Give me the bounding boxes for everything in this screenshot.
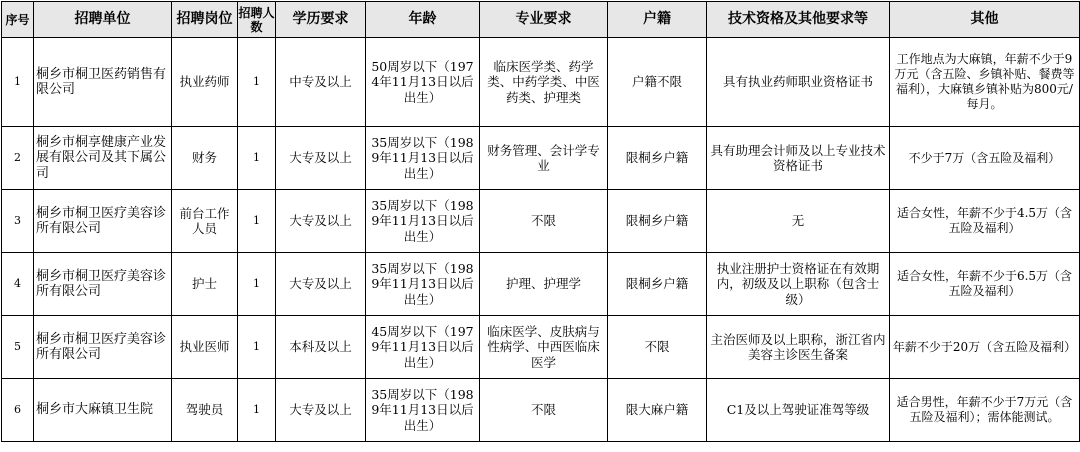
cell-count: 1 xyxy=(238,379,276,442)
header-major: 专业要求 xyxy=(480,2,608,38)
cell-hukou: 限桐乡户籍 xyxy=(608,253,707,316)
cell-hukou: 限桐乡户籍 xyxy=(608,190,707,253)
cell-hukou: 限大麻户籍 xyxy=(608,379,707,442)
cell-age: 35周岁以下（1989年11月13日以后出生） xyxy=(366,253,480,316)
cell-unit: 桐乡市桐卫医疗美容诊所有限公司 xyxy=(34,190,172,253)
cell-count: 1 xyxy=(238,316,276,379)
header-age: 年龄 xyxy=(366,2,480,38)
cell-seq: 4 xyxy=(2,253,34,316)
cell-education: 大专及以上 xyxy=(276,127,366,190)
cell-other: 适合女性，年薪不少于6.5万（含五险及福利） xyxy=(890,253,1080,316)
cell-unit: 桐乡市桐享健康产业发展有限公司及其下属公司 xyxy=(34,127,172,190)
cell-major: 不限 xyxy=(480,190,608,253)
cell-major: 财务管理、会计学专业 xyxy=(480,127,608,190)
cell-education: 中专及以上 xyxy=(276,38,366,127)
cell-unit: 桐乡市桐卫医疗美容诊所有限公司 xyxy=(34,253,172,316)
cell-seq: 2 xyxy=(2,127,34,190)
cell-position: 财务 xyxy=(172,127,238,190)
header-qualification: 技术资格及其他要求等 xyxy=(707,2,890,38)
header-education: 学历要求 xyxy=(276,2,366,38)
recruitment-table xyxy=(1,1,1080,442)
cell-seq: 3 xyxy=(2,190,34,253)
cell-hukou: 限桐乡户籍 xyxy=(608,127,707,190)
table-row xyxy=(2,253,1080,316)
cell-qualification: 具有助理会计师及以上专业技术资格证书 xyxy=(707,127,890,190)
cell-unit: 桐乡市大麻镇卫生院 xyxy=(34,379,172,442)
cell-hukou: 户籍不限 xyxy=(608,38,707,127)
cell-education: 本科及以上 xyxy=(276,316,366,379)
cell-age: 35周岁以下（1989年11月13日以后出生） xyxy=(366,190,480,253)
cell-education: 大专及以上 xyxy=(276,190,366,253)
cell-age: 35周岁以下（1989年11月13日以后出生） xyxy=(366,127,480,190)
table-row xyxy=(2,38,1080,127)
header-unit: 招聘单位 xyxy=(34,2,172,38)
cell-unit: 桐乡市桐卫医药销售有限公司 xyxy=(34,38,172,127)
cell-other: 工作地点为大麻镇，年薪不少于9万元（含五险、乡镇补贴、餐费等福利），大麻镇乡镇补贴为800元/每月。 xyxy=(890,38,1080,127)
header-seq: 序号 xyxy=(2,2,34,38)
cell-other: 年薪不少于20万（含五险及福利） xyxy=(890,316,1080,379)
cell-major: 护理、护理学 xyxy=(480,253,608,316)
header-hukou: 户籍 xyxy=(608,2,707,38)
cell-seq: 6 xyxy=(2,379,34,442)
table-row xyxy=(2,127,1080,190)
cell-education: 大专及以上 xyxy=(276,379,366,442)
cell-age: 45周岁以下（1979年11月13日以后出生） xyxy=(366,316,480,379)
cell-qualification: 无 xyxy=(707,190,890,253)
cell-qualification: 具有执业药师职业资格证书 xyxy=(707,38,890,127)
cell-position: 执业医师 xyxy=(172,316,238,379)
cell-seq: 5 xyxy=(2,316,34,379)
cell-count: 1 xyxy=(238,38,276,127)
cell-hukou: 不限 xyxy=(608,316,707,379)
cell-count: 1 xyxy=(238,127,276,190)
table-row xyxy=(2,316,1080,379)
cell-unit: 桐乡市桐卫医疗美容诊所有限公司 xyxy=(34,316,172,379)
cell-position: 执业药师 xyxy=(172,38,238,127)
cell-seq: 1 xyxy=(2,38,34,127)
cell-other: 适合女性，年薪不少于4.5万（含五险及福利） xyxy=(890,190,1080,253)
table-row xyxy=(2,379,1080,442)
cell-position: 驾驶员 xyxy=(172,379,238,442)
cell-qualification: C1及以上驾驶证准驾等级 xyxy=(707,379,890,442)
header-row xyxy=(2,2,1080,38)
cell-major: 不限 xyxy=(480,379,608,442)
header-other: 其他 xyxy=(890,2,1080,38)
cell-other: 不少于7万（含五险及福利） xyxy=(890,127,1080,190)
cell-age: 50周岁以下（1974年11月13日以后出生） xyxy=(366,38,480,127)
header-position: 招聘岗位 xyxy=(172,2,238,38)
cell-other: 适合男性，年薪不少于7万元（含五险及福利）；需体能测试。 xyxy=(890,379,1080,442)
cell-age: 35周岁以下（1989年11月13日以后出生） xyxy=(366,379,480,442)
header-count: 招聘人数 xyxy=(238,2,276,38)
cell-count: 1 xyxy=(238,190,276,253)
cell-position: 护士 xyxy=(172,253,238,316)
cell-major: 临床医学、皮肤病与性病学、中西医临床医学 xyxy=(480,316,608,379)
cell-qualification: 主治医师及以上职称，浙江省内美容主诊医生备案 xyxy=(707,316,890,379)
cell-position: 前台工作人员 xyxy=(172,190,238,253)
cell-qualification: 执业注册护士资格证在有效期内，初级及以上职称（包含士级） xyxy=(707,253,890,316)
cell-major: 临床医学类、药学类、中药学类、中医药类、护理类 xyxy=(480,38,608,127)
table-row xyxy=(2,190,1080,253)
cell-count: 1 xyxy=(238,253,276,316)
cell-education: 大专及以上 xyxy=(276,253,366,316)
